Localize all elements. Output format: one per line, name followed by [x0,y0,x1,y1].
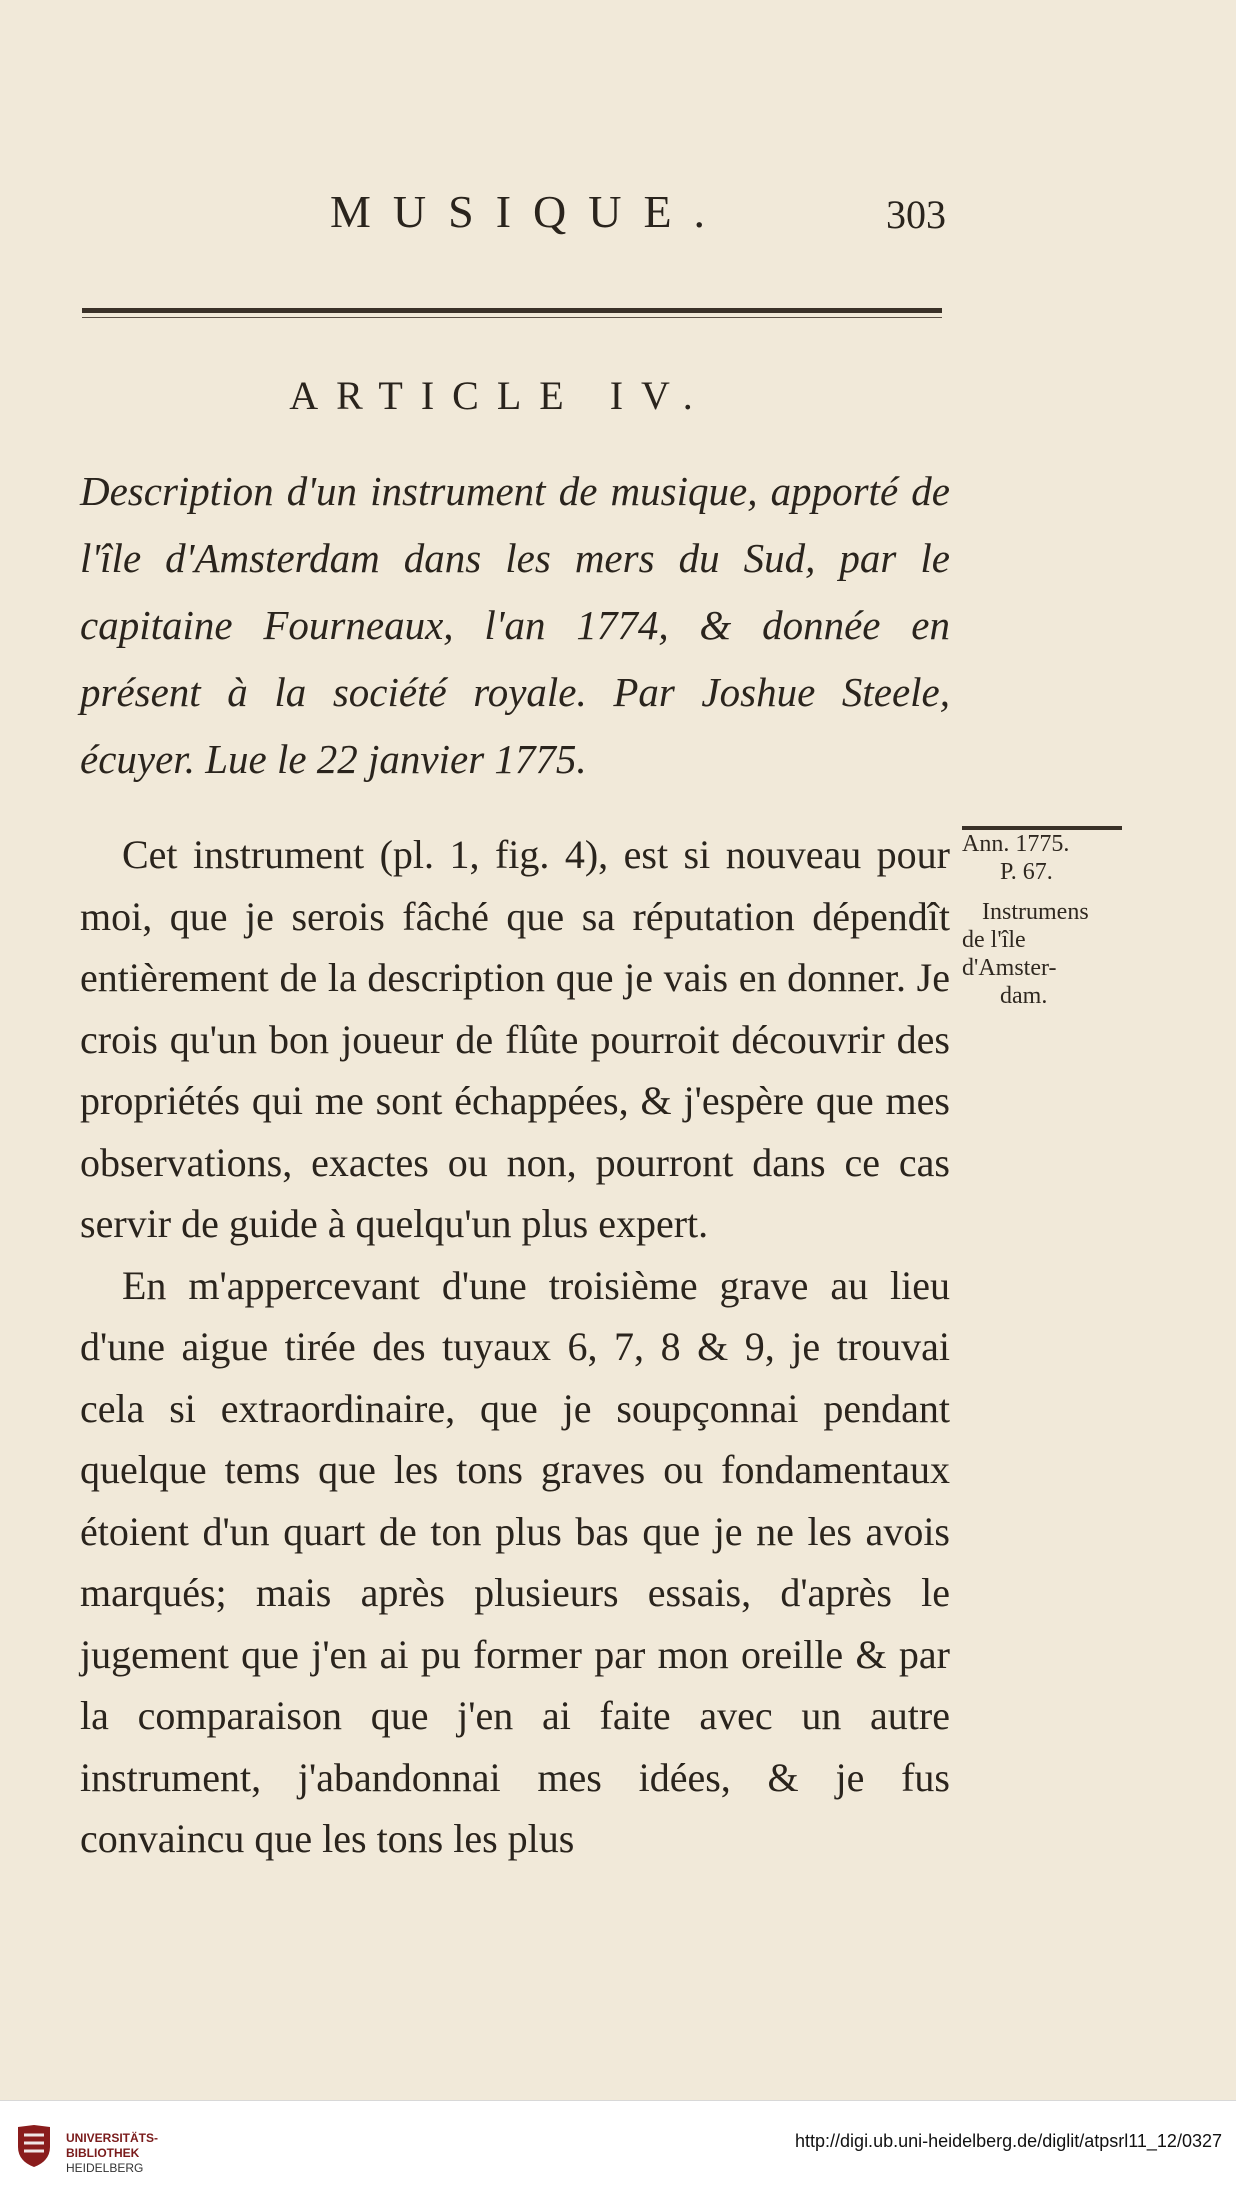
article-body [80,824,950,1870]
running-head [0,185,1236,255]
margin-note-line1: Instrumens [982,899,1089,925]
source-url-link[interactable]: http://digi.ub.uni-heidelberg.de/diglit/atpsrl11_12/0327 [795,2131,1222,2151]
margin-note-line3: d'Amster- [962,955,1057,981]
library-name [66,2131,158,2176]
viewer-footer [0,2100,1236,2192]
university-logo-icon [14,2123,54,2169]
library-name-line2: BIBLIOTHEK [66,2146,140,2160]
paragraph-1: Cet instrument (pl. 1, fig. 4), est si nouveau pour moi, que je serois fâché que sa réputation dépendît entièrement de la description que je vais en donner. Je crois qu'un bon joueur de flûte pourroit découvrir des propriétés qui me sont échappées, & j'espère que mes observations, exactes ou non, pourront dans ce cas servir de guide à quelqu'un plus expert. [80,832,950,1246]
page-number: 303 [886,192,946,237]
margin-note-line2: de l'île [962,927,1026,953]
article-title: Description d'un instrument de musique, apporté de l'île d'Amsterdam dans les mers du Sud, par le capitaine Fourneaux, l'an 1774, & donnée en présent à la société royale. Par Joshue Steele, écuyer. Lue le 22 janvier 1775. [80,468,950,782]
library-name-line3: HEIDELBERG [66,2161,144,2175]
margin-note-line4: dam. [1000,983,1048,1009]
margin-note-year: Ann. 1775. [962,831,1070,857]
margin-note-page-ref: P. 67. [1000,859,1053,885]
header-rule [82,308,942,313]
running-title: MUSIQUE. [330,186,728,237]
paragraph-2: En m'appercevant d'une troisième grave au lieu d'une aigue tirée des tuyaux 6, 7, 8 & 9, je trouvai cela si extraordinaire, que je soupçonnai pendant quelque tems que les tons graves ou fondamentaux étoient d'un quart de ton plus bas que je ne les avois marqués; mais après plusieurs essais, d'après le jugement que j'en ai pu former par mon oreille & par la comparaison que j'en ai faite avec un autre instrument, j'abandonnai mes idées, & je fus convaincu que les tons les plus [80,1262,950,1861]
library-name-line1: UNIVERSITÄTS- [66,2131,159,2145]
margin-note [962,826,1147,1010]
article-heading: ARTICLE IV. [289,373,711,418]
